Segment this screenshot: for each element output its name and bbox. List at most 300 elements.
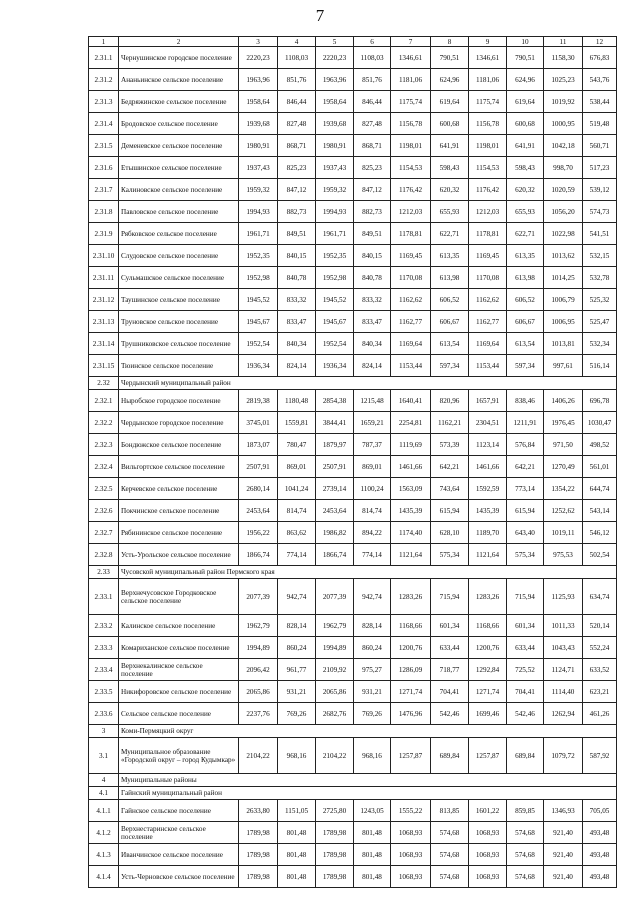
- settlement-name: Бродовское сельское поселение: [119, 113, 239, 135]
- value-cell: 2680,14: [239, 478, 278, 500]
- value-cell: 1123,14: [469, 434, 507, 456]
- settlement-name: Ныробское городское поселение: [119, 390, 239, 412]
- value-cell: 1068,93: [469, 866, 507, 888]
- value-cell: 1866,74: [239, 544, 278, 566]
- value-cell: 774,14: [354, 544, 391, 566]
- settlement-name: Никифоровское сельское поселение: [119, 681, 239, 703]
- value-cell: 1169,45: [469, 245, 507, 267]
- value-cell: 840,15: [278, 245, 316, 267]
- value-cell: 516,14: [583, 355, 617, 377]
- value-cell: 598,43: [431, 157, 469, 179]
- table-row: [89, 333, 617, 355]
- settlement-name: Гайнское сельское поселение: [119, 800, 239, 822]
- value-cell: 780,47: [278, 434, 316, 456]
- value-cell: 2077,39: [239, 579, 278, 615]
- value-cell: 769,26: [278, 703, 316, 725]
- row-code: 4: [89, 774, 119, 787]
- value-cell: 641,91: [507, 135, 544, 157]
- row-code: 2.31.8: [89, 201, 119, 223]
- column-number: 4: [278, 37, 316, 47]
- value-cell: 828,14: [354, 615, 391, 637]
- row-code: 2.31.11: [89, 267, 119, 289]
- settlement-name: Усть-Черновское сельское поселение: [119, 866, 239, 888]
- value-cell: 1435,39: [469, 500, 507, 522]
- value-cell: 1963,96: [239, 69, 278, 91]
- value-cell: 1013,62: [544, 245, 583, 267]
- value-cell: 542,46: [431, 703, 469, 725]
- value-cell: 1108,03: [354, 47, 391, 69]
- value-cell: 1006,79: [544, 289, 583, 311]
- value-cell: 3844,41: [316, 412, 354, 434]
- value-cell: 1025,23: [544, 69, 583, 91]
- value-cell: 1271,74: [391, 681, 431, 703]
- settlement-name: Труновское сельское поселение: [119, 311, 239, 333]
- value-cell: 2096,42: [239, 659, 278, 681]
- value-cell: 838,46: [507, 390, 544, 412]
- value-cell: 2507,91: [239, 456, 278, 478]
- value-cell: 1119,69: [391, 434, 431, 456]
- value-cell: 2237,76: [239, 703, 278, 725]
- value-cell: 851,76: [354, 69, 391, 91]
- value-cell: 633,44: [431, 637, 469, 659]
- row-code: 4.1.2: [89, 822, 119, 844]
- value-cell: 643,40: [507, 522, 544, 544]
- row-code: 2.32.5: [89, 478, 119, 500]
- value-cell: 1945,67: [239, 311, 278, 333]
- value-cell: 1939,68: [239, 113, 278, 135]
- settlement-name: Чердынское городское поселение: [119, 412, 239, 434]
- row-code: 4.1: [89, 787, 119, 800]
- value-cell: 574,68: [507, 822, 544, 844]
- value-cell: 1013,81: [544, 333, 583, 355]
- value-cell: 769,26: [354, 703, 391, 725]
- value-cell: 851,76: [278, 69, 316, 91]
- value-cell: 1212,03: [469, 201, 507, 223]
- value-cell: 840,34: [278, 333, 316, 355]
- row-code: 2.31.12: [89, 289, 119, 311]
- value-cell: 539,12: [583, 179, 617, 201]
- value-cell: 1168,66: [469, 615, 507, 637]
- value-cell: 1866,74: [316, 544, 354, 566]
- value-cell: 869,01: [278, 456, 316, 478]
- table-row: [89, 47, 617, 69]
- value-cell: 860,24: [354, 637, 391, 659]
- row-code: 2.33.4: [89, 659, 119, 681]
- value-cell: 1346,93: [544, 800, 583, 822]
- value-cell: 2739,14: [316, 478, 354, 500]
- value-cell: 2109,92: [316, 659, 354, 681]
- row-code: 2.33.5: [89, 681, 119, 703]
- value-cell: 1022,98: [544, 223, 583, 245]
- value-cell: 1162,21: [431, 412, 469, 434]
- value-cell: 2220,23: [316, 47, 354, 69]
- row-code: 3: [89, 725, 119, 738]
- value-cell: 597,34: [507, 355, 544, 377]
- value-cell: 1789,98: [239, 844, 278, 866]
- table-row: [89, 267, 617, 289]
- table-row: [89, 800, 617, 822]
- value-cell: 1000,95: [544, 113, 583, 135]
- column-number-row: [89, 37, 617, 47]
- value-cell: 1030,47: [583, 412, 617, 434]
- value-cell: 715,94: [431, 579, 469, 615]
- value-cell: 828,14: [278, 615, 316, 637]
- settlement-name: Усть-Урольское сельское поселение: [119, 544, 239, 566]
- settlement-name: Комариханское сельское поселение: [119, 637, 239, 659]
- value-cell: 971,50: [544, 434, 583, 456]
- value-cell: 1270,49: [544, 456, 583, 478]
- value-cell: 1592,59: [469, 478, 507, 500]
- value-cell: 801,48: [278, 822, 316, 844]
- value-cell: 1068,93: [391, 844, 431, 866]
- value-cell: 1153,44: [391, 355, 431, 377]
- value-cell: 1640,41: [391, 390, 431, 412]
- value-cell: 882,73: [354, 201, 391, 223]
- value-cell: 1189,70: [469, 522, 507, 544]
- table-row: [89, 822, 617, 844]
- value-cell: 968,16: [354, 738, 391, 774]
- value-cell: 1963,96: [316, 69, 354, 91]
- value-cell: 868,71: [354, 135, 391, 157]
- table-row: [89, 703, 617, 725]
- settlement-name: Калинское сельское поселение: [119, 615, 239, 637]
- value-cell: 622,71: [431, 223, 469, 245]
- settlement-name: Бедряжинское сельское поселение: [119, 91, 239, 113]
- value-cell: 894,22: [354, 522, 391, 544]
- value-cell: 921,40: [544, 844, 583, 866]
- row-code: 2.31.9: [89, 223, 119, 245]
- value-cell: 1936,34: [316, 355, 354, 377]
- settlement-name: Иванчинское сельское поселение: [119, 844, 239, 866]
- value-cell: 573,39: [431, 434, 469, 456]
- value-cell: 1170,08: [469, 267, 507, 289]
- value-cell: 2819,38: [239, 390, 278, 412]
- value-cell: 801,48: [354, 866, 391, 888]
- value-cell: 2725,80: [316, 800, 354, 822]
- table-row: [89, 311, 617, 333]
- value-cell: 2065,86: [316, 681, 354, 703]
- settlement-name: Рябковское сельское поселение: [119, 223, 239, 245]
- value-cell: 833,32: [354, 289, 391, 311]
- table-row: [89, 355, 617, 377]
- value-cell: 774,14: [278, 544, 316, 566]
- value-cell: 1659,21: [354, 412, 391, 434]
- value-cell: 1158,30: [544, 47, 583, 69]
- value-cell: 1162,77: [469, 311, 507, 333]
- table-body: [89, 37, 617, 888]
- settlement-name: Бондюжское сельское поселение: [119, 434, 239, 456]
- value-cell: 1601,22: [469, 800, 507, 822]
- value-cell: 998,70: [544, 157, 583, 179]
- value-cell: 619,64: [507, 91, 544, 113]
- value-cell: 543,76: [583, 69, 617, 91]
- value-cell: 2065,86: [239, 681, 278, 703]
- value-cell: 2633,80: [239, 800, 278, 822]
- column-number: 12: [583, 37, 617, 47]
- value-cell: 1014,25: [544, 267, 583, 289]
- value-cell: 1699,46: [469, 703, 507, 725]
- value-cell: 1180,48: [278, 390, 316, 412]
- value-cell: 814,74: [354, 500, 391, 522]
- row-code: 2.31.6: [89, 157, 119, 179]
- value-cell: 633,44: [507, 637, 544, 659]
- table-row: [89, 579, 617, 615]
- value-cell: 542,46: [507, 703, 544, 725]
- value-cell: 1958,64: [316, 91, 354, 113]
- value-cell: 624,96: [431, 69, 469, 91]
- value-cell: 1257,87: [469, 738, 507, 774]
- value-cell: 2254,81: [391, 412, 431, 434]
- value-cell: 1271,74: [469, 681, 507, 703]
- value-cell: 1956,22: [239, 522, 278, 544]
- row-code: 4.1.4: [89, 866, 119, 888]
- value-cell: 2077,39: [316, 579, 354, 615]
- value-cell: 1011,33: [544, 615, 583, 637]
- value-cell: 2453,64: [316, 500, 354, 522]
- value-cell: 814,74: [278, 500, 316, 522]
- table-row: [89, 113, 617, 135]
- value-cell: 1043,43: [544, 637, 583, 659]
- value-cell: 601,34: [507, 615, 544, 637]
- value-cell: 1215,48: [354, 390, 391, 412]
- value-cell: 833,32: [278, 289, 316, 311]
- value-cell: 1154,53: [391, 157, 431, 179]
- value-cell: 997,61: [544, 355, 583, 377]
- row-code: 2.33: [89, 566, 119, 579]
- value-cell: 1178,81: [391, 223, 431, 245]
- value-cell: 615,94: [507, 500, 544, 522]
- value-cell: 1961,71: [316, 223, 354, 245]
- row-code: 3.1: [89, 738, 119, 774]
- value-cell: 532,15: [583, 245, 617, 267]
- value-cell: 931,21: [354, 681, 391, 703]
- section-row: [89, 377, 617, 390]
- value-cell: 1283,26: [391, 579, 431, 615]
- value-cell: 847,12: [354, 179, 391, 201]
- value-cell: 787,37: [354, 434, 391, 456]
- value-cell: 1100,24: [354, 478, 391, 500]
- value-cell: 1657,91: [469, 390, 507, 412]
- value-cell: 601,34: [431, 615, 469, 637]
- value-cell: 1958,64: [239, 91, 278, 113]
- value-cell: 825,23: [354, 157, 391, 179]
- column-number: 11: [544, 37, 583, 47]
- value-cell: 1175,74: [469, 91, 507, 113]
- value-cell: 620,32: [507, 179, 544, 201]
- value-cell: 1961,71: [239, 223, 278, 245]
- value-cell: 2104,22: [316, 738, 354, 774]
- value-cell: 493,48: [583, 866, 617, 888]
- value-cell: 2854,38: [316, 390, 354, 412]
- value-cell: 1354,22: [544, 478, 583, 500]
- value-cell: 704,41: [507, 681, 544, 703]
- value-cell: 1121,64: [391, 544, 431, 566]
- value-cell: 461,26: [583, 703, 617, 725]
- value-cell: 1178,81: [469, 223, 507, 245]
- value-cell: 2304,51: [469, 412, 507, 434]
- value-cell: 705,05: [583, 800, 617, 822]
- settlement-name: Муниципальное образование «Городской округ – город Кудымкар»: [119, 738, 239, 774]
- value-cell: 942,74: [354, 579, 391, 615]
- value-cell: 532,34: [583, 333, 617, 355]
- row-code: 2.33.6: [89, 703, 119, 725]
- value-cell: 624,96: [507, 69, 544, 91]
- value-cell: 613,35: [507, 245, 544, 267]
- value-cell: 641,91: [431, 135, 469, 157]
- value-cell: 613,98: [431, 267, 469, 289]
- value-cell: 1962,79: [239, 615, 278, 637]
- value-cell: 1181,06: [469, 69, 507, 91]
- value-cell: 833,47: [354, 311, 391, 333]
- value-cell: 1789,98: [239, 866, 278, 888]
- value-cell: 825,23: [278, 157, 316, 179]
- value-cell: 1154,53: [469, 157, 507, 179]
- value-cell: 824,14: [278, 355, 316, 377]
- column-number: 6: [354, 37, 391, 47]
- value-cell: 1056,20: [544, 201, 583, 223]
- row-code: 2.31.14: [89, 333, 119, 355]
- value-cell: 3745,01: [239, 412, 278, 434]
- value-cell: 1879,97: [316, 434, 354, 456]
- row-code: 2.33.3: [89, 637, 119, 659]
- value-cell: 1939,68: [316, 113, 354, 135]
- value-cell: 493,48: [583, 822, 617, 844]
- value-cell: 840,78: [278, 267, 316, 289]
- value-cell: 628,10: [431, 522, 469, 544]
- value-cell: 1042,18: [544, 135, 583, 157]
- value-cell: 538,44: [583, 91, 617, 113]
- table-row: [89, 135, 617, 157]
- row-code: 2.32.3: [89, 434, 119, 456]
- settlement-name: Верхнекалинское сельское поселение: [119, 659, 239, 681]
- value-cell: 1994,93: [316, 201, 354, 223]
- value-cell: 1461,66: [469, 456, 507, 478]
- value-cell: 613,54: [507, 333, 544, 355]
- value-cell: 1162,62: [469, 289, 507, 311]
- value-cell: 576,84: [507, 434, 544, 456]
- value-cell: 561,01: [583, 456, 617, 478]
- settlement-name: Таушинское сельское поселение: [119, 289, 239, 311]
- value-cell: 931,21: [278, 681, 316, 703]
- value-cell: 606,52: [431, 289, 469, 311]
- settlement-name: Вильгортское сельское поселение: [119, 456, 239, 478]
- row-code: 4.1.3: [89, 844, 119, 866]
- value-cell: 718,77: [431, 659, 469, 681]
- row-code: 2.32.8: [89, 544, 119, 566]
- value-cell: 1211,91: [507, 412, 544, 434]
- row-code: 2.31.5: [89, 135, 119, 157]
- value-cell: 827,48: [354, 113, 391, 135]
- table-row: [89, 201, 617, 223]
- value-cell: 622,71: [507, 223, 544, 245]
- value-cell: 975,53: [544, 544, 583, 566]
- value-cell: 1019,11: [544, 522, 583, 544]
- value-cell: 801,48: [278, 866, 316, 888]
- value-cell: 1945,67: [316, 311, 354, 333]
- value-cell: 1108,03: [278, 47, 316, 69]
- value-cell: 1169,45: [391, 245, 431, 267]
- value-cell: 743,64: [431, 478, 469, 500]
- value-cell: 574,68: [431, 844, 469, 866]
- value-cell: 587,92: [583, 738, 617, 774]
- value-cell: 1555,22: [391, 800, 431, 822]
- value-cell: 1563,09: [391, 478, 431, 500]
- value-cell: 1937,43: [316, 157, 354, 179]
- value-cell: 543,14: [583, 500, 617, 522]
- value-cell: 1168,66: [391, 615, 431, 637]
- value-cell: 942,74: [278, 579, 316, 615]
- value-cell: 676,83: [583, 47, 617, 69]
- value-cell: 1176,42: [391, 179, 431, 201]
- value-cell: 1286,09: [391, 659, 431, 681]
- value-cell: 1169,64: [391, 333, 431, 355]
- value-cell: 975,27: [354, 659, 391, 681]
- value-cell: 801,48: [278, 844, 316, 866]
- settlement-name: Тюинское сельское поселение: [119, 355, 239, 377]
- column-number: 7: [391, 37, 431, 47]
- value-cell: 1156,78: [469, 113, 507, 135]
- value-cell: 574,68: [507, 844, 544, 866]
- value-cell: 1994,89: [239, 637, 278, 659]
- tariff-table: [88, 36, 617, 888]
- value-cell: 1959,32: [316, 179, 354, 201]
- table-row: [89, 844, 617, 866]
- value-cell: 1952,54: [316, 333, 354, 355]
- value-cell: 1151,05: [278, 800, 316, 822]
- column-number: 9: [469, 37, 507, 47]
- value-cell: 1994,93: [239, 201, 278, 223]
- value-cell: 1068,93: [391, 866, 431, 888]
- value-cell: 1198,01: [469, 135, 507, 157]
- value-cell: 1121,64: [469, 544, 507, 566]
- value-cell: 813,85: [431, 800, 469, 822]
- value-cell: 600,68: [431, 113, 469, 135]
- settlement-name: Чернушинское городское поселение: [119, 47, 239, 69]
- value-cell: 1041,24: [278, 478, 316, 500]
- value-cell: 790,51: [507, 47, 544, 69]
- value-cell: 541,51: [583, 223, 617, 245]
- value-cell: 1994,89: [316, 637, 354, 659]
- value-cell: 1124,71: [544, 659, 583, 681]
- settlement-name: Калиновское сельское поселение: [119, 179, 239, 201]
- settlement-name: Сульмашское сельское поселение: [119, 267, 239, 289]
- value-cell: 606,67: [431, 311, 469, 333]
- column-number: 3: [239, 37, 278, 47]
- section-row: [89, 566, 617, 579]
- value-cell: 1170,08: [391, 267, 431, 289]
- settlement-name: Павловское сельское поселение: [119, 201, 239, 223]
- value-cell: 655,93: [507, 201, 544, 223]
- value-cell: 1406,26: [544, 390, 583, 412]
- value-cell: 1789,98: [316, 866, 354, 888]
- value-cell: 689,84: [431, 738, 469, 774]
- row-code: 2.31.1: [89, 47, 119, 69]
- section-row: [89, 787, 617, 800]
- value-cell: 2453,64: [239, 500, 278, 522]
- value-cell: 820,96: [431, 390, 469, 412]
- value-cell: 1212,03: [391, 201, 431, 223]
- value-cell: 552,24: [583, 637, 617, 659]
- value-cell: 1559,81: [278, 412, 316, 434]
- value-cell: 1156,78: [391, 113, 431, 135]
- row-code: 2.32.2: [89, 412, 119, 434]
- table-row: [89, 478, 617, 500]
- value-cell: 1153,44: [469, 355, 507, 377]
- value-cell: 502,54: [583, 544, 617, 566]
- column-number: 5: [316, 37, 354, 47]
- value-cell: 1068,93: [469, 844, 507, 866]
- value-cell: 1068,93: [469, 822, 507, 844]
